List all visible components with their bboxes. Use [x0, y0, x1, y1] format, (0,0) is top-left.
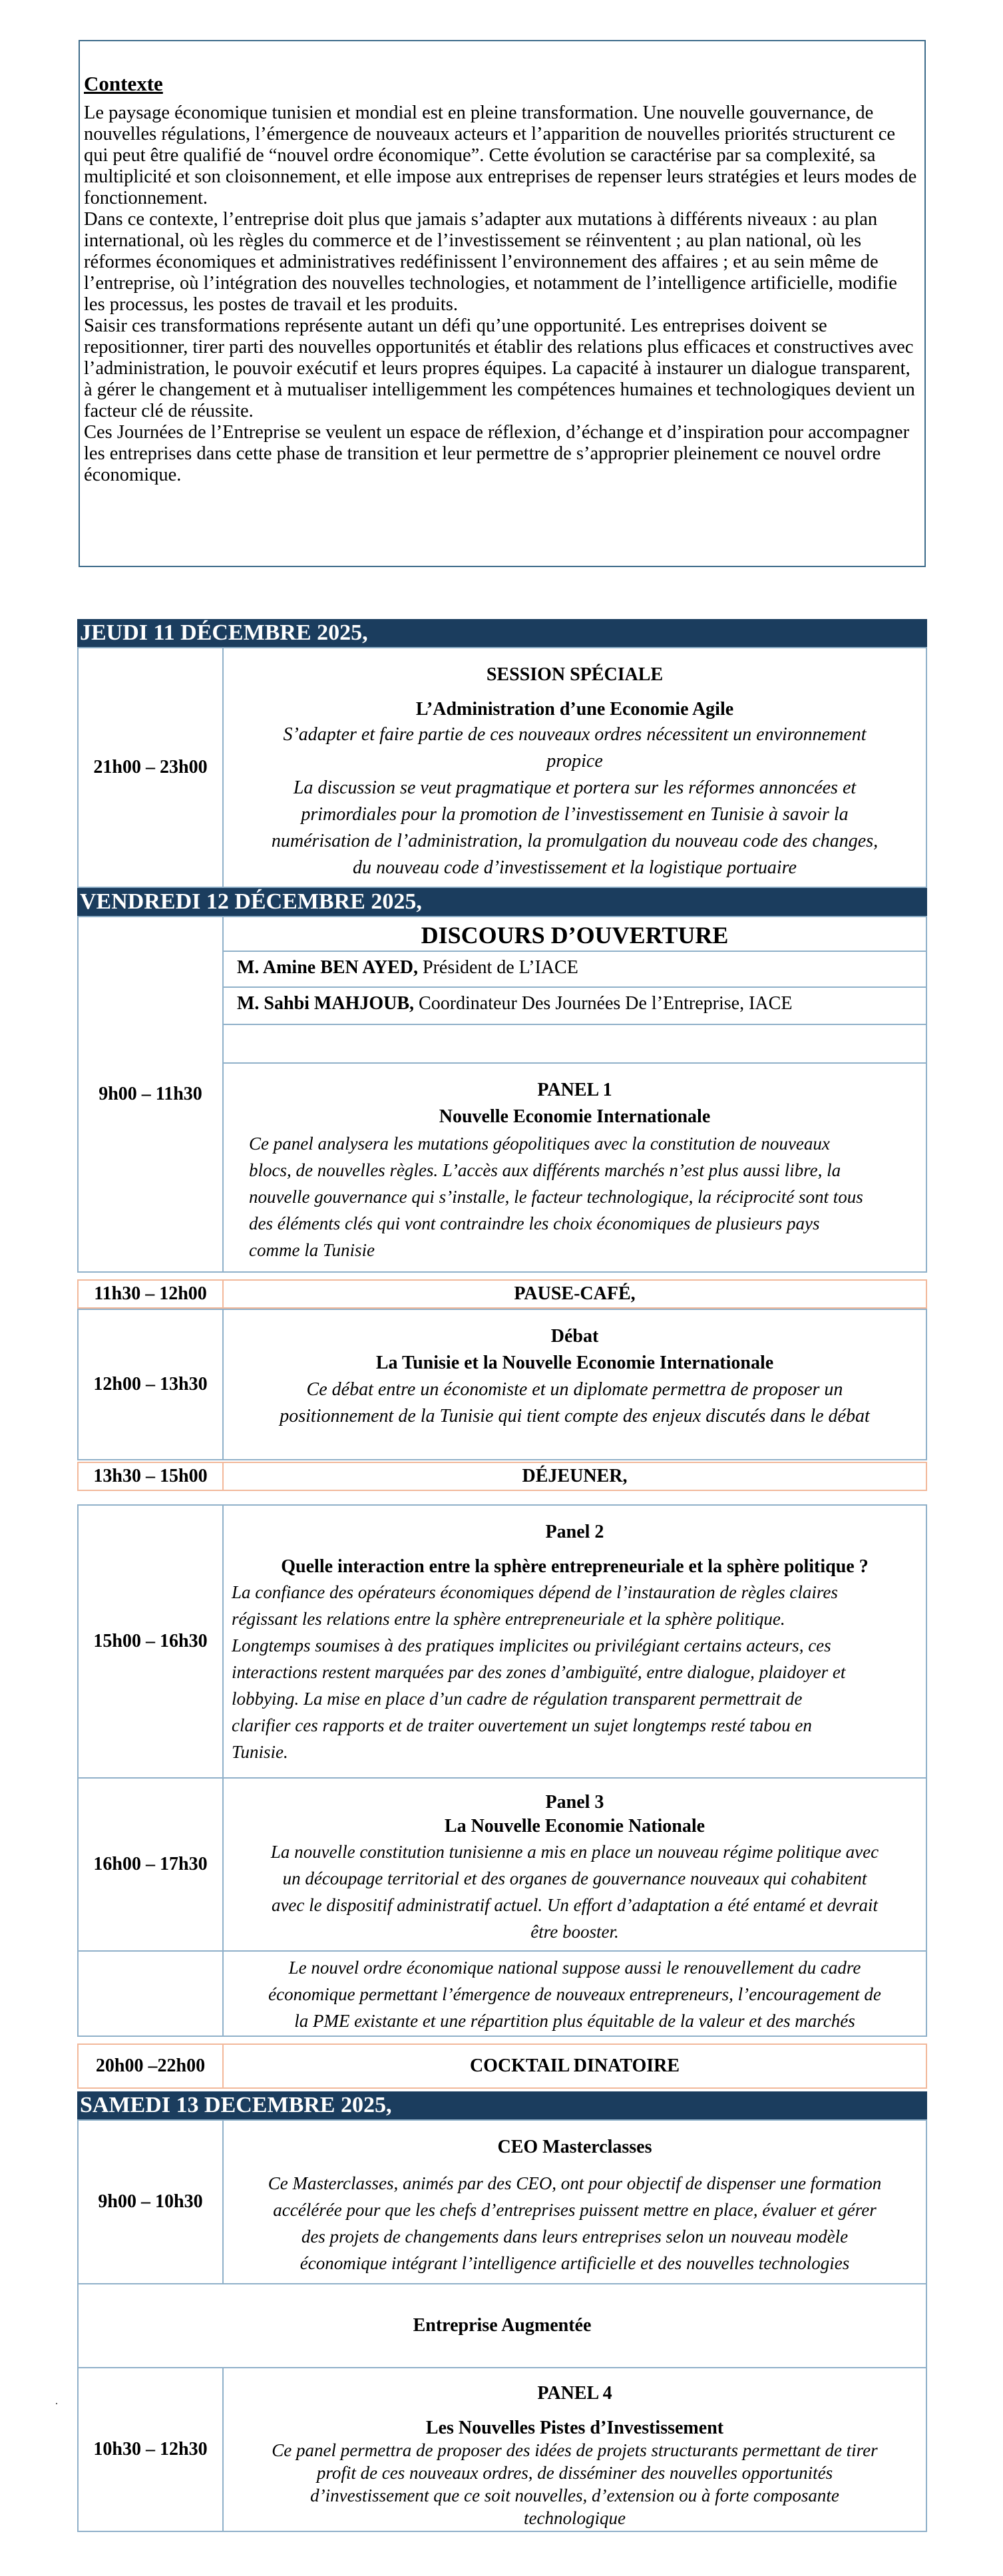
panel-2-description: La confiance des opérateurs économiques dépend de l’instauration de règles claires régissant les relations entre la sphère entrepreneuriale et la sphère politique. Longtemps soumises à des pratiques implicites ou privilégiant certains acteurs, ces interactions restent marquées par des zones d’ambiguïté, entre dialogue, plaidoyer et lobbying. La mise en place d’un cadre de régulation transparent permettrait de clarifier ces rapports et de traiter ouvertement un sujet longtemps resté tabou en Tunisie. — [232, 1582, 846, 1762]
ceo-masterclasses-description: Ce Masterclasses, animés par des CEO, ont pour objectif de dispenser une formation accélérée pour que les chefs d’entreprises puissent mettre en place, évaluer et gérer des projets de changements dans leurs entreprises selon un nouveau modèle économique intégrant l’intelligence artificielle et des nouvelles technologies — [268, 2173, 882, 2273]
lunch-row — [77, 1462, 927, 1491]
speaker-1: M. Amine BEN AYED, Président de L’IACE — [237, 957, 578, 978]
entreprise-augmentee-row — [77, 2283, 927, 2368]
panel-3-session — [77, 1777, 927, 1952]
lunch-label: DÉJEUNER, — [522, 1466, 628, 1486]
context-paragraph-4: Ces Journées de l’Entreprise se veulent un espace de réflexion, d’échange et d’inspiration pour accompagner les entreprises dans cette phase de transition et leur permettre de s’approprier pleinement ce nouvel ordre économique. — [84, 422, 910, 485]
day-header-saturday: SAMEDI 13 DECEMBRE 2025, — [77, 2091, 927, 2119]
empty-time-cell — [79, 1952, 224, 2036]
context-box — [79, 40, 926, 567]
session-description: S’adapter et faire partie de ces nouveaux ordres nécessitent un environnement propice La discussion se veut pragmatique et portera sur les réformes annoncées et primordiales pour la promotion de l’investissement en Tunisie à savoir la numérisation de l’administration, la promulgation du nouveau code des changes, du nouveau code d’investissement et la logistique portuaire — [271, 724, 879, 878]
panel-4-title: Les Nouvelles Pistes d’Investissement — [425, 2418, 724, 2438]
panel-2-label: Panel 2 — [545, 1522, 604, 1542]
panel-2-time: 15h00 – 16h30 — [79, 1506, 224, 1777]
entreprise-augmentee-title: Entreprise Augmentée — [413, 2315, 592, 2336]
panel-4-label: PANEL 4 — [537, 2383, 612, 2404]
panel-3-time: 16h00 – 17h30 — [79, 1779, 224, 1950]
context-title: Contexte — [84, 72, 163, 95]
panel-3-title: La Nouvelle Economie Nationale — [444, 1816, 705, 1836]
day-header-friday: VENDREDI 12 DÉCEMBRE 2025, — [77, 888, 927, 916]
coffee-break-time: 11h30 – 12h00 — [79, 1281, 224, 1307]
opening-time: 9h00 – 11h30 — [79, 917, 224, 1271]
coffee-break-row — [77, 1279, 927, 1309]
panel-2-session — [77, 1504, 927, 1779]
speaker-2: M. Sahbi MAHJOUB, Coordinateur Des Journées De l’Entreprise, IACE — [237, 993, 793, 1014]
stray-dot — [56, 2403, 57, 2404]
cocktail-row — [77, 2043, 927, 2089]
cocktail-label: COCKTAIL DINATOIRE — [469, 2055, 680, 2076]
panel-3-label: Panel 3 — [545, 1792, 604, 1813]
panel-3-description-continued: Le nouvel ordre économique national suppose aussi le renouvellement du cadre économique permettant l’émergence de nouveaux entrepreneurs, l’encouragement de la PME existante et une répartition plus équitable de la valeur et des marchés — [268, 1958, 881, 2031]
session-title: L’Administration d’une Economie Agile — [415, 699, 734, 720]
friday-opening — [77, 916, 927, 1273]
thursday-session — [77, 647, 927, 888]
lunch-time: 13h30 – 15h00 — [79, 1463, 224, 1490]
panel-4-description: Ce panel permettra de proposer des idées de projets structurants permettant de tirer profit de ces nouveaux ordres, de disséminer des nouvelles opportunités d’investissement que ce soit nouvelles, d’extension ou à forte composante technologique — [272, 2440, 878, 2528]
context-paragraph-2: Dans ce contexte, l’entreprise doit plus que jamais s’adapter aux mutations à différents niveaux : au plan international, où les règles du commerce et de l’investissement se réinventent ; au plan national, où les réformes économiques et administratives redéfinissent l’environnement des affaires ; et au sein même de l’entreprise, où l’intégration des nouvelles technologies, et notamment de l’intelligence artificielle, modifie les processus, les postes de travail et les produits. — [84, 209, 897, 315]
opening-title: DISCOURS D’OUVERTURE — [421, 922, 729, 949]
session-time: 21h00 – 23h00 — [79, 648, 224, 887]
panel-4-session — [77, 2367, 927, 2532]
day-header-thursday: JEUDI 11 DÉCEMBRE 2025, — [77, 619, 927, 647]
ceo-masterclasses-session — [77, 2119, 927, 2284]
debate-title: Débat — [550, 1326, 599, 1347]
debate-time: 12h00 – 13h30 — [79, 1310, 224, 1459]
panel-3-description: La nouvelle constitution tunisienne a mis en place un nouveau régime politique avec un découpage territorial et des organes de gouvernance nouveaux qui cohabitent avec le dispositif administratif actuel. Un effort d’adaptation a été entamé et devrait être booster. — [270, 1842, 879, 1942]
panel-1-title: Nouvelle Economie Internationale — [439, 1106, 711, 1127]
panel-4-time: 10h30 – 12h30 — [79, 2368, 224, 2531]
session-label: SESSION SPÉCIALE — [486, 664, 664, 685]
debate-description: Ce débat entre un économiste et un diplomate permettra de proposer un positionnement de la Tunisie qui tient compte des enjeux discutés dans le débat — [280, 1379, 870, 1426]
panel-3-continued — [77, 1950, 927, 2037]
ceo-masterclasses-time: 9h00 – 10h30 — [79, 2121, 224, 2283]
panel-2-title: Quelle interaction entre la sphère entrepreneuriale et la sphère politique ? — [281, 1556, 869, 1577]
context-paragraph-3: Saisir ces transformations représente autant un défi qu’une opportunité. Les entreprises doivent se repositionner, tirer parti des nouvelles opportunités et établir des relations plus efficaces et constructives avec l’administration, le pouvoir exécutif et leurs propres équipes. La capacité à instaurer un dialogue transparent, à gérer le changement et à mutualiser intelligemment les compétences humaines et technologiques devient un facteur clé de réussite. — [84, 316, 915, 421]
cocktail-time: 20h00 –22h00 — [79, 2045, 224, 2087]
panel-1-description: Ce panel analysera les mutations géopolitiques avec la constitution de nouveaux blocs, de nouvelles règles. L’accès aux différents marchés n’est plus aussi libre, la nouvelle gouvernance qui s’installe, le facteur technologique, la réciprocité sont tous des éléments clés qui vont contraindre les choix économiques de plusieurs pays comme la Tunisie — [249, 1134, 863, 1260]
coffee-break-label: PAUSE-CAFÉ, — [514, 1283, 636, 1304]
debate-subtitle: La Tunisie et la Nouvelle Economie Internationale — [375, 1353, 774, 1373]
context-paragraph-1: Le paysage économique tunisien et mondial est en pleine transformation. Une nouvelle gouvernance, de nouvelles régulations, l’émergence de nouveaux acteurs et l’apparition de nouvelles priorités structurent ce qui peut être qualifié de “nouvel ordre économique”. Cette évolution se caractérise par sa complexité, sa multiplicité et son cloisonnement, et elle impose aux entreprises de repenser leurs stratégies et leurs modes de fonctionnement. — [84, 103, 917, 208]
ceo-masterclasses-title: CEO Masterclasses — [497, 2137, 652, 2157]
debate-session — [77, 1309, 927, 1460]
panel-1-label: PANEL 1 — [537, 1080, 612, 1100]
